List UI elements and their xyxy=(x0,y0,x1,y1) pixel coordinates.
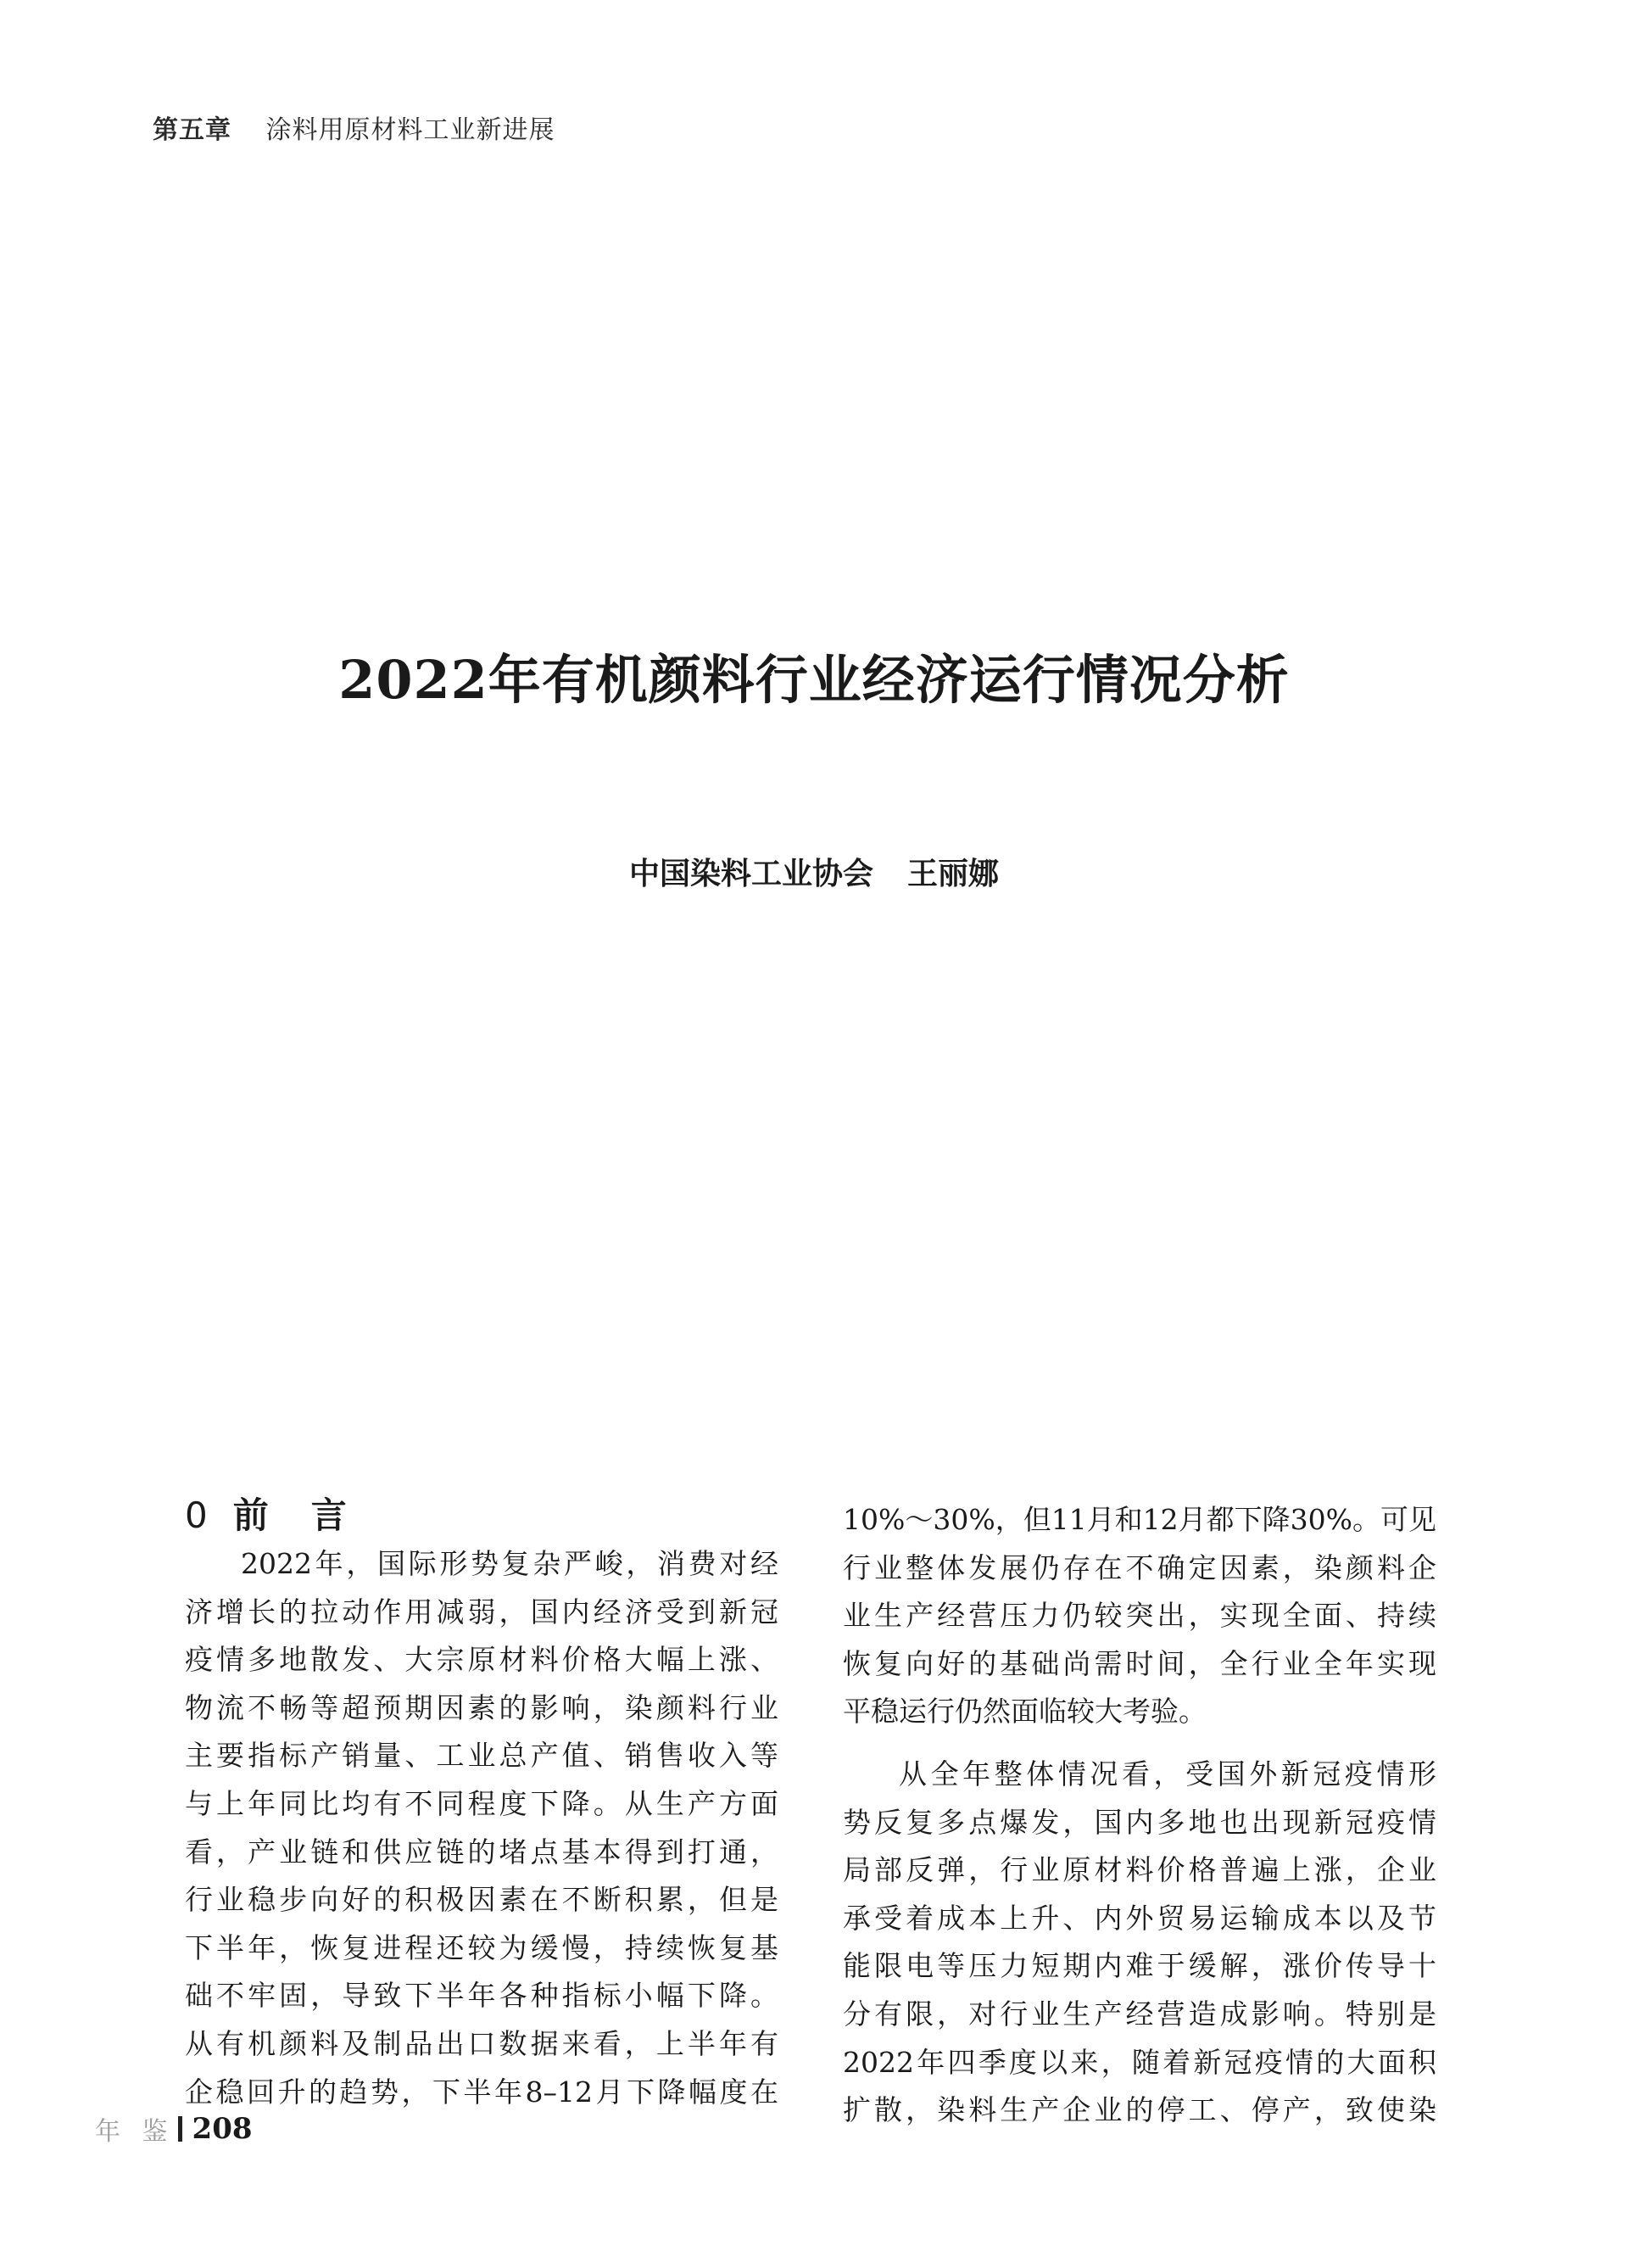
text-line: 2022年四季度以来，随着新冠疫情的大面积 xyxy=(843,2045,1436,2079)
section-title: 前 言 xyxy=(232,1494,350,1536)
text-line: 10%～30%，但11月和12月都下降30%。可见 xyxy=(843,1503,1436,1536)
text-line: 行业稳步向好的积极因素在不断积累，但是 xyxy=(185,1883,778,1917)
author-line xyxy=(0,850,1628,893)
text-line: 承受着成本上升、内外贸易运输成本以及节 xyxy=(843,1901,1436,1935)
text-line: 从有机颜料及制品出口数据来看，上半年有 xyxy=(185,2026,778,2060)
author-organization: 中国染料工业协会 xyxy=(628,857,873,891)
text-line: 扩散，染料生产企业的停工、停产，致使染 xyxy=(843,2093,1436,2127)
section-number: 0 xyxy=(185,1494,211,1536)
footer-divider xyxy=(178,2116,182,2142)
text-line: 企稳回升的趋势，下半年8–12月下降幅度在 xyxy=(185,2075,778,2109)
text-line: 疫情多地散发、大宗原材料价格大幅上涨、 xyxy=(185,1643,778,1677)
text-line: 从全年整体情况看，受国外新冠疫情形 xyxy=(899,1757,1436,1790)
text-line: 看，产业链和供应链的堵点基本得到打通， xyxy=(185,1835,778,1869)
page-number: 208 xyxy=(192,2112,253,2146)
text-line: 济增长的拉动作用减弱，国内经济受到新冠 xyxy=(185,1595,778,1628)
text-line: 分有限，对行业生产经营造成影响。特别是 xyxy=(843,1997,1436,2031)
text-line: 主要指标产销量、工业总产值、销售收入等 xyxy=(185,1739,778,1773)
text-line: 能限电等压力短期内难于缓解，涨价传导十 xyxy=(843,1949,1436,1983)
text-line: 平稳运行仍然面临较大考验。 xyxy=(843,1695,1207,1729)
text-line: 物流不畅等超预期因素的影响，染颜料行业 xyxy=(185,1690,778,1724)
left-column xyxy=(185,1540,778,2116)
right-column xyxy=(843,1496,1436,2135)
text-line: 恢复向好的基础尚需时间，全行业全年实现 xyxy=(843,1646,1436,1680)
text-line: 行业整体发展仍存在不确定因素，染颜料企 xyxy=(843,1550,1436,1584)
page-footer xyxy=(95,2110,253,2148)
text-line: 业生产经营压力仍较突出，实现全面、持续 xyxy=(843,1599,1436,1633)
text-line: 下半年，恢复进程还较为缓慢，持续恢复基 xyxy=(185,1930,778,1964)
running-header xyxy=(153,109,555,146)
text-line: 础不牢固，导致下半年各种指标小幅下降。 xyxy=(185,1979,778,2013)
chapter-label: 第五章 xyxy=(153,115,231,145)
text-line: 2022年，国际形势复杂严峻，消费对经 xyxy=(241,1547,778,1580)
article-title: 2022年有机颜料行业经济运行情况分析 xyxy=(338,649,1290,711)
author-name: 王丽娜 xyxy=(907,857,1000,891)
section-heading xyxy=(185,1488,350,1539)
text-line: 局部反弹，行业原材料价格普遍上涨，企业 xyxy=(843,1853,1436,1887)
text-line: 与上年同比均有不同程度下降。从生产方面 xyxy=(185,1786,778,1820)
text-line: 势反复多点爆发，国内多地也出现新冠疫情 xyxy=(843,1805,1436,1839)
chapter-title: 涂料用原材料工业新进展 xyxy=(265,115,555,145)
yearbook-label: 年 鉴 xyxy=(95,2117,175,2147)
